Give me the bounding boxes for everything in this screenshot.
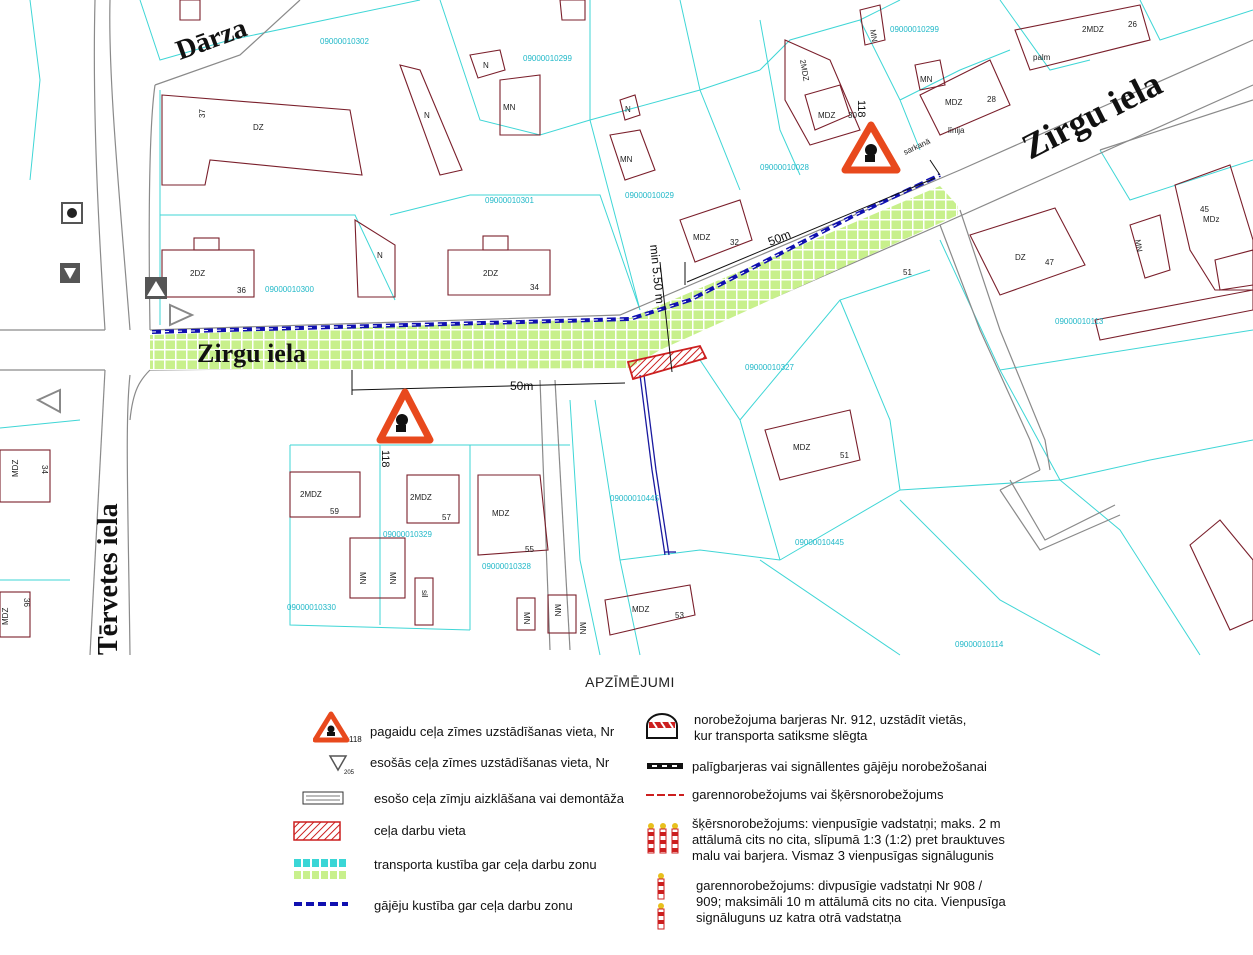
svg-text:09000010114: 09000010114 <box>955 640 1004 649</box>
svg-text:MDZ: MDZ <box>818 111 836 120</box>
svg-text:36: 36 <box>237 286 246 295</box>
svg-text:51: 51 <box>903 268 912 277</box>
legend-temp-sign-icon <box>313 710 363 746</box>
pedestrian-detour <box>640 375 676 555</box>
svg-text:palm: palm <box>1033 53 1051 62</box>
legend-work-site-icon <box>293 821 343 843</box>
svg-text:N: N <box>625 105 631 114</box>
svg-text:09000010029: 09000010029 <box>625 191 674 200</box>
svg-text:51: 51 <box>840 451 849 460</box>
svg-text:MDZ: MDZ <box>632 605 650 614</box>
svg-text:MN: MN <box>578 622 587 635</box>
svg-text:32: 32 <box>730 238 739 247</box>
svg-text:MN: MN <box>1133 238 1145 253</box>
svg-text:MDZ: MDZ <box>793 443 811 452</box>
svg-text:55: 55 <box>525 545 534 554</box>
legend-aux-barrier-icon <box>646 762 686 772</box>
svg-text:DZ: DZ <box>253 123 264 132</box>
legend-traffic-text: transporta kustība gar ceļa darbu zonu <box>374 857 597 872</box>
svg-text:09000010327: 09000010327 <box>745 363 794 372</box>
svg-text:N: N <box>377 251 383 260</box>
legend-title: APZĪMĒJUMI <box>585 674 675 690</box>
svg-text:09000010301: 09000010301 <box>485 196 534 205</box>
legend-long-fence-text: garennorobežojums vai šķērsnorobežojums <box>692 787 944 802</box>
svg-text:36: 36 <box>22 598 31 607</box>
svg-text:47: 47 <box>1045 258 1054 267</box>
svg-text:34: 34 <box>530 283 539 292</box>
street-label-tervetes: Tērvetes iela <box>93 503 124 655</box>
svg-text:līnija: līnija <box>948 126 965 135</box>
svg-text:MDZ: MDZ <box>11 459 20 477</box>
svg-text:2MDZ: 2MDZ <box>1082 25 1104 34</box>
svg-text:MN: MN <box>503 103 516 112</box>
dimension-south: 50m <box>510 379 534 393</box>
legend-barrier-text: norobežojuma barjeras Nr. 912, uzstādīt vietās, kur transporta satiksme slēgta <box>694 712 967 743</box>
svg-text:sil: sil <box>420 590 429 598</box>
svg-text:MN: MN <box>920 75 933 84</box>
svg-text:2MDZ: 2MDZ <box>300 490 322 499</box>
svg-text:MN: MN <box>358 572 367 585</box>
svg-text:118: 118 <box>349 735 362 744</box>
svg-text:2DZ: 2DZ <box>483 269 499 278</box>
svg-text:09000010028: 09000010028 <box>760 163 809 172</box>
svg-text:2DZ: 2DZ <box>190 269 206 278</box>
svg-text:09000010445: 09000010445 <box>795 538 844 547</box>
svg-text:MN: MN <box>522 612 531 625</box>
svg-text:34: 34 <box>40 465 49 474</box>
svg-text:MDz: MDz <box>1203 215 1220 224</box>
svg-text:30: 30 <box>848 111 857 120</box>
work-sign-south <box>380 392 430 440</box>
svg-text:09000010299: 09000010299 <box>523 54 572 63</box>
svg-text:09000010300: 09000010300 <box>265 285 314 294</box>
svg-text:45: 45 <box>1200 205 1209 214</box>
legend-work-site-text: ceļa darbu vieta <box>374 823 466 838</box>
svg-text:N: N <box>424 111 430 120</box>
svg-text:MDZ: MDZ <box>693 233 711 242</box>
existing-sign-markers <box>38 203 192 412</box>
svg-text:MDZ: MDZ <box>1 607 10 625</box>
street-label-darza: Dārza <box>171 12 252 67</box>
sign-number-ne: 118 <box>855 100 867 118</box>
svg-text:2MDZ: 2MDZ <box>410 493 432 502</box>
legend-cross-fence-text: šķērsnorobežojums: vienpusīgie vadstatņi; maks. 2 m attālumā cits no cita, slīpumā 1:3 (1:2) pret brauktuves malu vai barjera. Vismaz 3 vienpusīgas signālugunis <box>692 816 1005 863</box>
svg-text:09000010330: 09000010330 <box>287 603 336 612</box>
legend-aux-barrier-text: palīgbarjeras vai signāllentes gājēju norobežošanai <box>692 759 987 774</box>
svg-text:N: N <box>483 61 489 70</box>
legend-existing-sign-icon <box>328 754 358 776</box>
svg-text:09000010302: 09000010302 <box>320 37 369 46</box>
legend-longitudinal-icon <box>654 872 670 932</box>
street-label-zirgu-ne: Zirgu iela <box>1015 62 1169 168</box>
svg-text:MN: MN <box>620 155 633 164</box>
legend-existing-sign-text: esošās ceļa zīmes uzstādīšanas vieta, Nr <box>370 755 610 770</box>
svg-text:09000010328: 09000010328 <box>482 562 531 571</box>
dimension-min-width: min 5.50 m <box>647 243 668 305</box>
legend-pedestrian-icon <box>294 900 350 908</box>
svg-text:MN: MN <box>868 28 880 43</box>
svg-text:sarkanā: sarkanā <box>902 136 932 157</box>
svg-text:MN: MN <box>553 604 562 617</box>
legend <box>0 656 1253 955</box>
legend-cross-fence-icon <box>645 822 685 856</box>
svg-text:09000010299: 09000010299 <box>890 25 939 34</box>
svg-text:09000010445: 09000010445 <box>610 494 659 503</box>
svg-text:MN: MN <box>388 572 397 585</box>
legend-temp-sign-text: pagaidu ceļa zīmes uzstādīšanas vieta, Nr <box>370 724 615 739</box>
svg-text:28: 28 <box>987 95 996 104</box>
legend-long-fence-icon <box>646 792 686 798</box>
svg-text:MDZ: MDZ <box>492 509 510 518</box>
legend-longitudinal-text: garennorobežojums: divpusīgie vadstatņi Nr 908 / 909; maksimāli 10 m attālumā cits no cita. Vienpusīga signāluguns uz katra otrā vadstatņa <box>696 878 1006 925</box>
svg-text:205: 205 <box>344 770 355 776</box>
svg-text:53: 53 <box>675 611 684 620</box>
svg-text:37: 37 <box>198 109 207 118</box>
legend-barrier-icon <box>645 712 679 742</box>
svg-text:09000010329: 09000010329 <box>383 530 432 539</box>
sign-number-south: 118 <box>379 450 391 468</box>
svg-text:59: 59 <box>330 507 339 516</box>
svg-text:26: 26 <box>1128 20 1137 29</box>
svg-text:MDZ: MDZ <box>945 98 963 107</box>
street-label-zirgu: Zirgu iela <box>197 339 307 368</box>
legend-cover-sign-icon <box>302 791 346 807</box>
legend-traffic-icon <box>294 859 350 883</box>
svg-text:57: 57 <box>442 513 451 522</box>
dimension-north: 50m <box>765 227 793 249</box>
svg-text:2MDZ: 2MDZ <box>798 58 811 82</box>
legend-cover-sign-text: esošo ceļa zīmju aizklāšana vai demontāža <box>374 791 625 806</box>
svg-text:09000010113: 09000010113 <box>1055 317 1104 326</box>
legend-pedestrian-text: gājēju kustība gar ceļa darbu zonu <box>374 898 573 913</box>
svg-text:DZ: DZ <box>1015 253 1026 262</box>
